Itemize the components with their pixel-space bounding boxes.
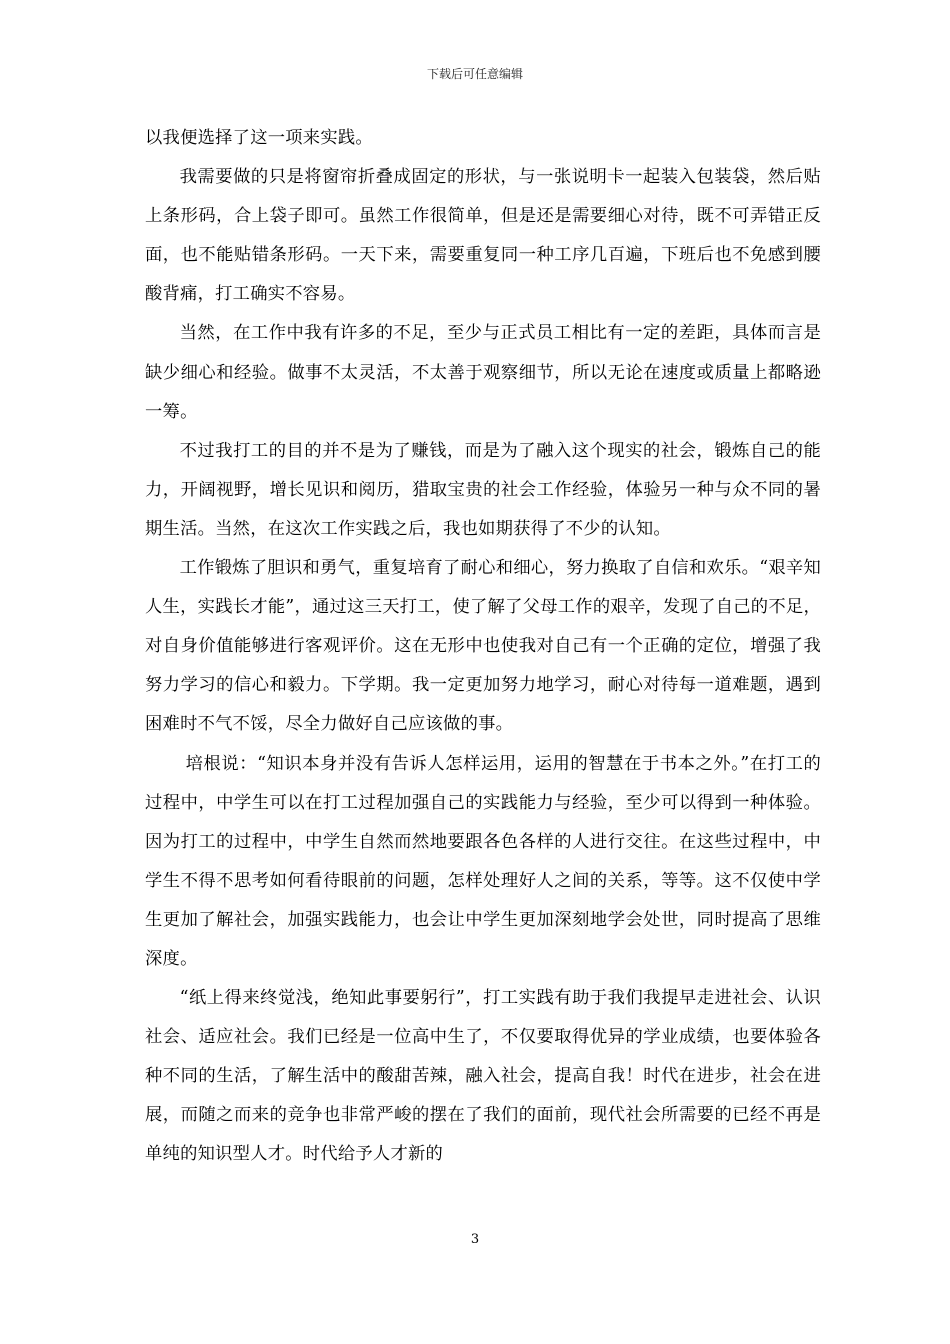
paragraph-4: 不过我打工的目的并不是为了赚钱，而是为了融入这个现实的社会，锻炼自己的能力，开阔视野，增长见识和阅历，猎取宝贵的社会工作经验，体验另一种与众不同的暑期生活。当然，在这次工作实践之后，我也如期获得了不少的认知。 (145, 440, 821, 539)
paragraph-5: 工作锻炼了胆识和勇气，重复培育了耐心和细心，努力换取了自信和欢乐。“艰辛知人生，实践长才能”，通过这三天打工，使了解了父母工作的艰辛，发现了自己的不足，对自身价值能够进行客观评价。这在无形中也使我对自己有一个正确的定位，增强了我努力学习的信心和毅力。下学期。我一定更加努力地学习，耐心对待每一道难题，遇到困难时不气不馁，尽全力做好自己应该做的事。 (145, 558, 821, 735)
paragraph-1: 以我便选择了这一项来实践。 (145, 128, 373, 148)
paragraph-2: 我需要做的只是将窗帘折叠成固定的形状，与一张说明卡一起装入包装袋，然后贴上条形码，合上袋子即可。虽然工作很简单，但是还是需要细心对待，既不可弄错正反面，也不能贴错条形码。一天下来，需要重复同一种工序几百遍，下班后也不免感到腰酸背痛，打工确实不容易。 (145, 167, 821, 305)
document-body (145, 119, 821, 1175)
paragraph-7: “纸上得来终觉浅，绝知此事要躬行”，打工实践有助于我们我提早走进社会、认识社会、适应社会。我们已经是一位高中生了，不仅要取得优异的学业成绩，也要体验各种不同的生活，了解生活中的酸甜苦辣，融入社会，提高自我！时代在进步，社会在进展，而随之而来的竞争也非常严峻的摆在了我们的面前，现代社会所需要的已经不再是单纯的知识型人才。时代给予人才新的 (145, 988, 821, 1165)
paragraph-6: 培根说：“知识本身并没有告诉人怎样运用，运用的智慧在于书本之外。”在打工的过程中，中学生可以在打工过程加强自己的实践能力与经验，至少可以得到一种体验。因为打工的过程中，中学生自然而然地要跟各色各样的人进行交往。在这些过程中，中学生不得不思考如何看待眼前的问题，怎样处理好人之间的关系，等等。这不仅使中学生更加了解社会，加强实践能力，也会让中学生更加深刻地学会处世，同时提高了思维深度。 (145, 753, 821, 969)
page-number: 3 (470, 1232, 480, 1247)
paragraph-3: 当然，在工作中我有许多的不足，至少与正式员工相比有一定的差距，具体而言是缺少细心和经验。做事不太灵活，不太善于观察细节，所以无论在速度或质量上都略逊一筹。 (145, 323, 821, 422)
page-header: 下载后可任意编辑 (426, 67, 523, 81)
